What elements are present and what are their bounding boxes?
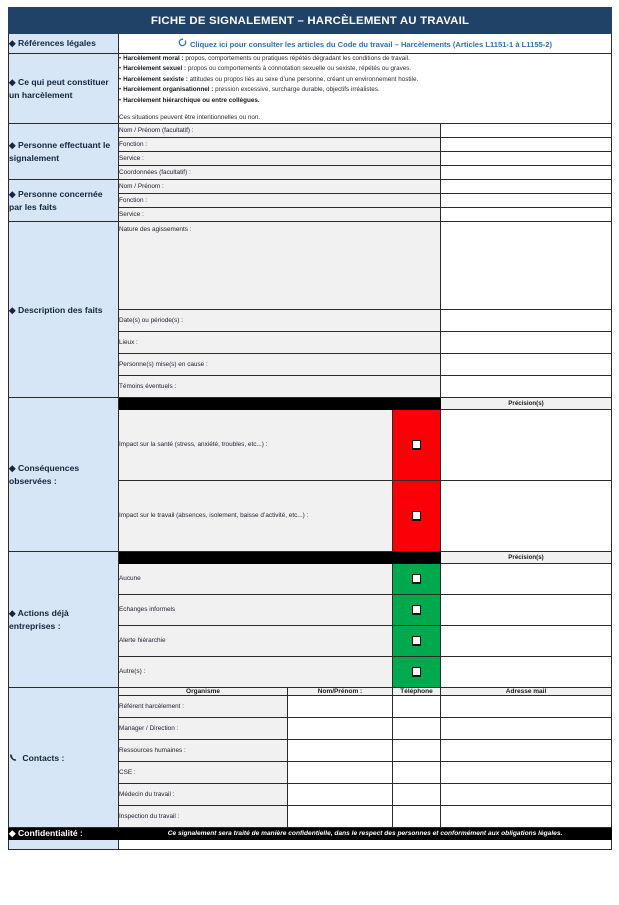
definition-bullet: • Harcèlement moral : propos, comportements ou pratiques répétés dégradant les conditions de travail. bbox=[119, 55, 410, 62]
checkbox-cell[interactable] bbox=[393, 564, 441, 595]
field-label: Nature des agissements : bbox=[119, 222, 441, 310]
field-input[interactable] bbox=[441, 332, 612, 354]
definition-bullet: • Harcèlement sexiste : attitudes ou propos liés au sexe d’une personne, créant un environnement hostile. bbox=[119, 75, 419, 83]
checkbox-icon[interactable] bbox=[412, 440, 421, 449]
contact-name-input[interactable] bbox=[288, 762, 393, 784]
field-input[interactable] bbox=[441, 194, 612, 208]
title-row bbox=[9, 8, 612, 34]
definition-footnote: Ces situations peuvent être intentionnelles ou non. bbox=[119, 114, 261, 122]
contact-phone-input[interactable] bbox=[393, 784, 441, 806]
pointing-hand-icon bbox=[178, 35, 187, 53]
field-input[interactable] bbox=[441, 208, 612, 222]
definition-label bbox=[9, 54, 119, 124]
legal-link-cell[interactable] bbox=[119, 34, 612, 54]
actions-label-line2: entreprises : bbox=[9, 620, 61, 631]
field-label: Coordonnées (facultatif) : bbox=[119, 166, 441, 180]
checkbox-cell[interactable] bbox=[393, 657, 441, 688]
legal-references-label: ◆ Références légales bbox=[9, 34, 119, 54]
checkbox-icon[interactable] bbox=[412, 511, 421, 520]
contact-email-input[interactable] bbox=[441, 696, 612, 718]
contact-phone-input[interactable] bbox=[393, 696, 441, 718]
contacts-header-row bbox=[9, 688, 612, 696]
field-input[interactable] bbox=[441, 138, 612, 152]
contact-phone-input[interactable] bbox=[393, 718, 441, 740]
contacts-label bbox=[9, 688, 119, 828]
field-input[interactable] bbox=[441, 166, 612, 180]
field-input[interactable] bbox=[441, 222, 612, 310]
field-label: Impact sur la santé (stress, anxiété, troubles, etc...) : bbox=[119, 410, 393, 481]
reporter-label bbox=[9, 124, 119, 180]
checkbox-icon[interactable] bbox=[412, 667, 421, 676]
section-divider-bar bbox=[119, 398, 441, 410]
field-input[interactable] bbox=[441, 152, 612, 166]
contact-phone-input[interactable] bbox=[393, 806, 441, 828]
contact-email-input[interactable] bbox=[441, 806, 612, 828]
contact-name-input[interactable] bbox=[288, 718, 393, 740]
definition-row bbox=[9, 54, 612, 124]
checkbox-icon[interactable] bbox=[412, 605, 421, 614]
contact-email-input[interactable] bbox=[441, 718, 612, 740]
field-label: Date(s) ou période(s) : bbox=[119, 310, 441, 332]
facts-label: ◆ Description des faits bbox=[9, 222, 119, 398]
checkbox-cell[interactable] bbox=[393, 595, 441, 626]
page-title: FICHE DE SIGNALEMENT – HARCÈLEMENT AU TRAVAIL bbox=[9, 8, 612, 34]
precision-header: Précision(s) bbox=[441, 398, 612, 410]
precision-input[interactable] bbox=[441, 626, 612, 657]
reporter-row bbox=[9, 124, 612, 138]
definition-label-line1: ◆ Ce qui peut constituer bbox=[9, 77, 109, 88]
contact-name-input[interactable] bbox=[288, 806, 393, 828]
precision-input[interactable] bbox=[441, 657, 612, 688]
consequences-label-line1: ◆ Conséquences bbox=[9, 463, 80, 474]
reporter-label-line2: signalement bbox=[9, 152, 60, 163]
field-label: Nom / Prénom : bbox=[119, 180, 441, 194]
field-label: Service : bbox=[119, 152, 441, 166]
contact-organism-label: Manager / Direction : bbox=[119, 718, 288, 740]
field-label: Service : bbox=[119, 208, 441, 222]
definition-bullet: • Harcèlement organisationnel : pression excessive, surcharge durable, objectifs irréalistes. bbox=[119, 86, 380, 94]
footer-spacer-label bbox=[9, 840, 119, 850]
facts-row bbox=[9, 222, 612, 310]
contact-email-input[interactable] bbox=[441, 740, 612, 762]
concerned-row bbox=[9, 180, 612, 194]
contact-name-input[interactable] bbox=[288, 784, 393, 806]
checkbox-icon[interactable] bbox=[412, 636, 421, 645]
consequences-label bbox=[9, 398, 119, 552]
field-label: Autre(s) : bbox=[119, 657, 393, 688]
field-input[interactable] bbox=[441, 376, 612, 398]
signalement-form-table bbox=[8, 7, 612, 850]
footer-spacer-blank bbox=[119, 840, 612, 850]
precision-header: Précision(s) bbox=[441, 552, 612, 564]
contact-organism-label: Ressources humaines : bbox=[119, 740, 288, 762]
actions-header-row bbox=[9, 552, 612, 564]
actions-label bbox=[9, 552, 119, 688]
contact-phone-input[interactable] bbox=[393, 740, 441, 762]
footer-spacer-row bbox=[9, 840, 612, 850]
checkbox-cell[interactable] bbox=[393, 626, 441, 657]
field-input[interactable] bbox=[441, 310, 612, 332]
definition-bullet: • Harcèlement hiérarchique ou entre collègues. bbox=[119, 96, 260, 104]
consequences-header-row bbox=[9, 398, 612, 410]
contacts-column-header: Téléphone bbox=[393, 688, 441, 696]
field-input[interactable] bbox=[441, 124, 612, 138]
section-divider-bar bbox=[119, 552, 441, 564]
phone-icon bbox=[9, 753, 22, 763]
checkbox-cell[interactable] bbox=[393, 481, 441, 552]
contact-organism-label: Référent harcèlement : bbox=[119, 696, 288, 718]
contact-email-input[interactable] bbox=[441, 762, 612, 784]
field-input[interactable] bbox=[441, 180, 612, 194]
precision-input[interactable] bbox=[441, 564, 612, 595]
definition-bullet: • Harcèlement sexuel : propos ou comportements à connotation sexuelle ou sexiste, répétés ou graves. bbox=[119, 65, 412, 73]
field-label: Témoins éventuels : bbox=[119, 376, 441, 398]
contacts-column-header: Nom/Prénom : bbox=[288, 688, 393, 696]
field-label: Personne(s) mise(s) en cause : bbox=[119, 354, 441, 376]
contact-phone-input[interactable] bbox=[393, 762, 441, 784]
contacts-column-header: Organisme bbox=[119, 688, 288, 696]
concerned-label-line2: par les faits bbox=[9, 201, 57, 212]
field-label: Aucune bbox=[119, 564, 393, 595]
field-input[interactable] bbox=[441, 354, 612, 376]
field-label: Fonction : bbox=[119, 194, 441, 208]
precision-input[interactable] bbox=[441, 481, 612, 552]
precision-input[interactable] bbox=[441, 595, 612, 626]
contact-name-input[interactable] bbox=[288, 740, 393, 762]
confidentiality-text: Ce signalement sera traité de manière confidentielle, dans le respect des personnes et conformément aux obligations légales. bbox=[119, 828, 612, 840]
field-label: Alerte hiérarchie bbox=[119, 626, 393, 657]
checkbox-cell[interactable] bbox=[393, 410, 441, 481]
definition-label-line2: un harcèlement bbox=[9, 89, 73, 100]
confidentiality-row bbox=[9, 828, 612, 840]
contact-organism-label: Inspection du travail : bbox=[119, 806, 288, 828]
concerned-label bbox=[9, 180, 119, 222]
legal-link[interactable]: Cliquez ici pour consulter les articles du Code du travail – Harcèlements (Articles L1151-1 à L1155-2) bbox=[189, 40, 553, 49]
checkbox-icon[interactable] bbox=[412, 574, 421, 583]
reporter-label-line1: ◆ Personne effectuant le bbox=[9, 140, 111, 151]
definition-content bbox=[119, 54, 612, 124]
field-label: Fonction : bbox=[119, 138, 441, 152]
contacts-label-text: Contacts : bbox=[22, 752, 65, 763]
confidentiality-label: ◆ Confidentialité : bbox=[9, 828, 119, 840]
contact-organism-label: CSE : bbox=[119, 762, 288, 784]
field-label: Nom / Prénom (facultatif) : bbox=[119, 124, 441, 138]
field-label: Impact sur le travail (absences, isolement, baisse d’activité, etc...) : bbox=[119, 481, 393, 552]
field-label: Lieux : bbox=[119, 332, 441, 354]
actions-label-line1: ◆ Actions déjà bbox=[9, 608, 69, 619]
contacts-column-header: Adresse mail bbox=[441, 688, 612, 696]
contact-organism-label: Médecin du travail : bbox=[119, 784, 288, 806]
precision-input[interactable] bbox=[441, 410, 612, 481]
contact-email-input[interactable] bbox=[441, 784, 612, 806]
contact-name-input[interactable] bbox=[288, 696, 393, 718]
field-label: Echanges informels bbox=[119, 595, 393, 626]
legal-references-row bbox=[9, 34, 612, 54]
concerned-label-line1: ◆ Personne concernée bbox=[9, 189, 103, 200]
consequences-label-line2: observées : bbox=[9, 475, 57, 486]
